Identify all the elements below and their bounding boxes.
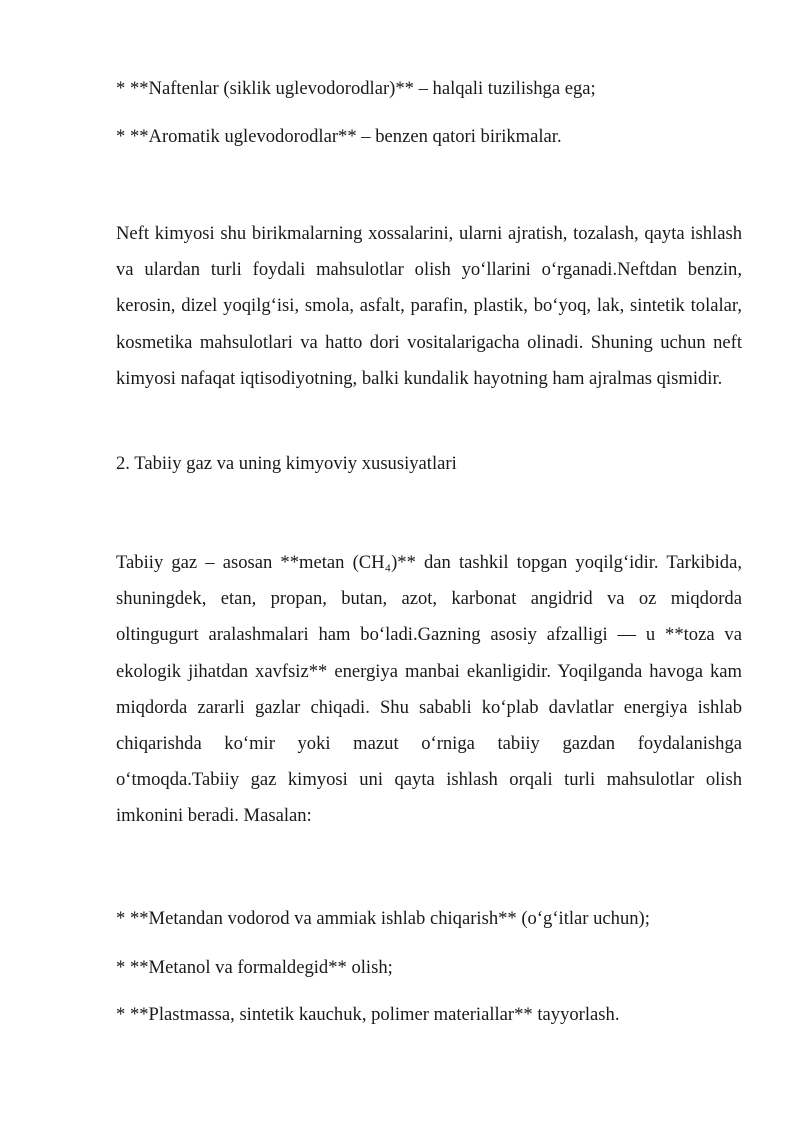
bullet-metandan-vodorod: * **Metandan vodorod va ammiak ishlab chiqarish** (o‘g‘itlar uchun); [116, 908, 650, 929]
section-heading-tabiiy-gaz: 2. Tabiiy gaz va uning kimyoviy xususiyatlari [116, 453, 457, 474]
bullet-aromatik: * **Aromatik uglevodorodlar** – benzen qatori birikmalar. [116, 126, 562, 147]
bullet-plastmassa: * **Plastmassa, sintetik kauchuk, polimer materiallar** tayyorlash. [116, 1004, 620, 1025]
bullet-metanol: * **Metanol va formaldegid** olish; [116, 957, 393, 978]
paragraph-tabiiy-gaz: Tabiiy gaz – asosan **metan (CH₄)** dan tashkil topgan yoqilg‘idir. Tarkibida, shuningdek, etan, propan, butan, azot, karbonat angidrid va oz miqdorda oltingugurt aralashmalari ham bo‘ladi.Gazning asosiy afzalligi — u **toza va ekologik jihatdan xavfsiz** energiya manbai ekanligidir. Yoqilganda havoga kam miqdorda zararli gazlar chiqadi. Shu sababli ko‘plab davlatlar energiya ishlab chiqarishda ko‘mir yoki mazut o‘rniga tabiiy gazdan foydalanishga o‘tmoqda.Tabiiy gaz kimyosi uni qayta ishlash orqali turli mahsulotlar olish imkonini beradi. Masalan: [116, 552, 742, 827]
paragraph-neft-kimyosi: Neft kimyosi shu birikmalarning xossalarini, ularni ajratish, tozalash, qayta ishlash va ulardan turli foydali mahsulotlar olish yo‘llarini o‘rganadi.Neftdan benzin, kerosin, dizel yoqilg‘isi, smola, asfalt, parafin, plastik, bo‘yoq, lak, sintetik tolalar, kosmetika mahsulotlari va hatto dori vositalarigacha olinadi. Shuning uchun neft kimyosi nafaqat iqtisodiyotning, balki kundalik hayotning ham ajralmas qismidir. [116, 223, 742, 389]
bullet-naftenlar: * **Naftenlar (siklik uglevodorodlar)** – halqali tuzilishga ega; [116, 78, 596, 99]
